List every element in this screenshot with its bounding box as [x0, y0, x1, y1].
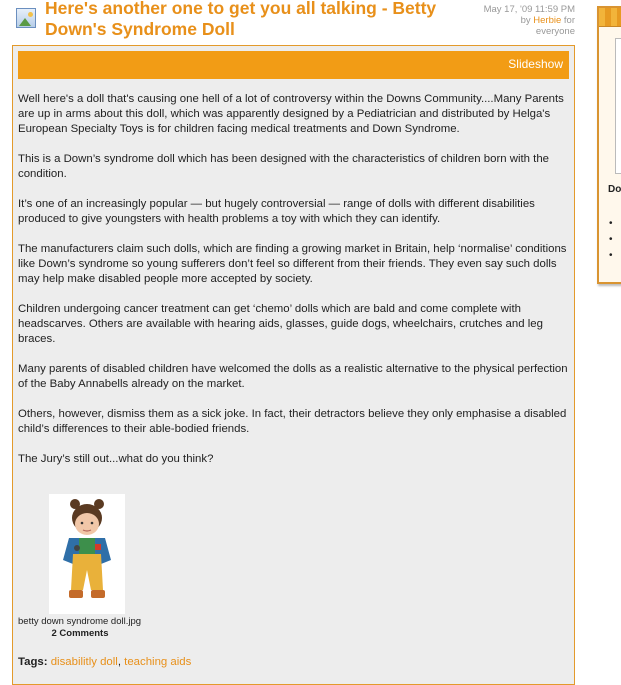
tag-link[interactable]: teaching aids — [124, 656, 192, 668]
sidebar-image-frame — [615, 38, 621, 174]
sidebar-bullet: • — [609, 250, 613, 261]
author-link[interactable]: Herbie — [533, 15, 562, 26]
post-meta — [435, 4, 575, 37]
doll-thumbnail[interactable] — [49, 494, 125, 614]
sidebar-bullet: • — [609, 218, 613, 229]
paragraph: Well here's a doll that's causing one hell of a lot of controversy within the Downs Community....Many Parents are up in arms about this doll, which was apparently designed by a Pediatrician and distributed by Helga's European Specialty Toys is for children facing medical treatments and Down Syndrome. — [18, 93, 564, 135]
post-type-icon — [16, 8, 36, 28]
sidebar-bullet: • — [609, 234, 613, 245]
post-title[interactable]: Here's another one to get you all talking - Betty Down's Syndrome Doll — [45, 0, 437, 39]
tags-label: Tags: — [18, 656, 48, 668]
paragraph: It’s one of an increasingly popular — but hugely controversial — range of dolls with different disabilities produced to give youngsters with health problems a toy with which they can identify. — [18, 198, 535, 225]
paragraph: Others, however, dismiss them as a sick joke. In fact, their detractors believe they only emphasise a disabled child’s differences to their able-bodied friends. — [18, 408, 567, 435]
tags-row — [18, 656, 191, 668]
slideshow-bar — [18, 51, 569, 79]
paragraph: The Jury’s still out...what do you think? — [18, 453, 214, 465]
hill-icon — [19, 18, 31, 26]
tag-separator: , — [117, 656, 121, 668]
comments-link[interactable]: 2 Comments — [51, 628, 109, 639]
post-panel — [12, 45, 575, 685]
image-block — [18, 494, 178, 640]
doll-image — [49, 494, 125, 614]
paragraph: The manufacturers claim such dolls, which are finding a growing market in Britain, help ‘normalise’ conditions like Down’s syndrome so young sufferers don’t feel so different from their friends. They even say such dolls may help make disabled people more accepted by society. — [18, 243, 567, 285]
post-body — [18, 92, 574, 639]
sidebar-widget — [597, 6, 621, 284]
paragraph: Children undergoing cancer treatment can get ‘chemo’ dolls which are bald and come complete with headscarves. Others are available with hearing aids, glasses, guide dogs, wheelchairs, crutches and leg braces. — [18, 303, 543, 345]
paragraph: Many parents of disabled children have welcomed the dolls as a realistic alternative to the physical perfection of the Baby Annabells already on the market. — [18, 363, 568, 390]
for-label: for — [563, 15, 575, 26]
tag-link[interactable]: disabilitly doll — [50, 656, 118, 668]
sidebar-header — [599, 8, 621, 27]
by-label: by — [520, 15, 531, 26]
sun-icon — [28, 12, 33, 17]
post-audience: everyone — [535, 26, 575, 37]
slideshow-link[interactable]: Slideshow — [508, 57, 563, 71]
image-caption: betty down syndrome doll.jpg — [18, 616, 142, 627]
post-byline — [435, 15, 575, 26]
paragraph: This is a Down’s syndrome doll which has been designed with the characteristics of children born with the condition. — [18, 153, 549, 180]
sidebar-label: Do — [608, 184, 621, 195]
post-date: May 17, '09 11:59 PM — [483, 4, 575, 15]
